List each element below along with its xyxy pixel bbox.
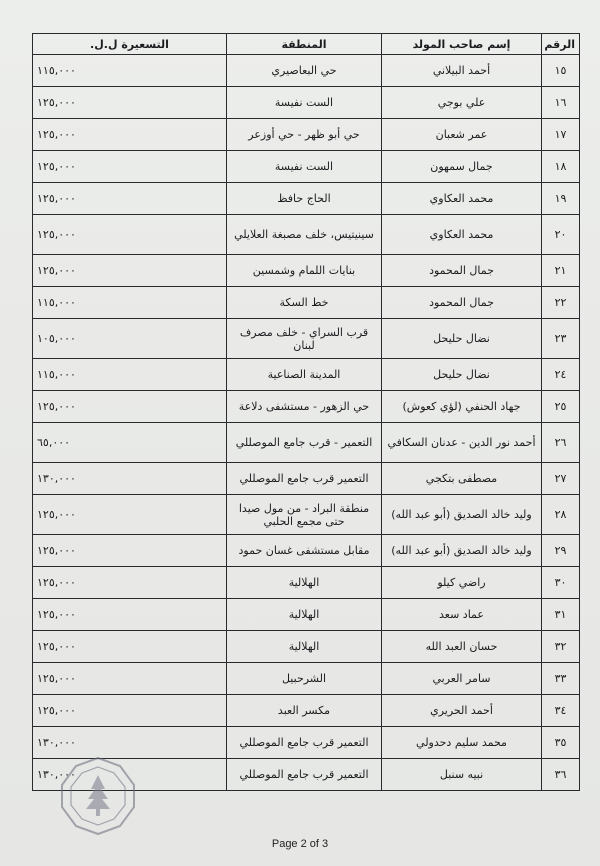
table-row bbox=[33, 599, 580, 631]
row-number: ٢١ bbox=[542, 255, 580, 287]
row-owner-name: جمال المحمود bbox=[382, 255, 542, 287]
row-number: ٢٤ bbox=[542, 359, 580, 391]
row-owner-name: حسان العبد الله bbox=[382, 631, 542, 663]
row-number: ١٦ bbox=[542, 87, 580, 119]
row-owner-name: عمر شعبان bbox=[382, 119, 542, 151]
table-row bbox=[33, 391, 580, 423]
table-row bbox=[33, 359, 580, 391]
row-price: ١٣٠,٠٠٠ bbox=[33, 463, 227, 495]
row-area: الست نفيسة bbox=[227, 151, 382, 183]
row-area: منطقة البراد - من مول صيدا حتى مجمع الحلبي bbox=[227, 495, 382, 535]
row-area: حي البعاصيري bbox=[227, 55, 382, 87]
row-owner-name: محمد العكاوي bbox=[382, 183, 542, 215]
row-area: التعمير قرب جامع الموصللي bbox=[227, 463, 382, 495]
row-price: ١٢٥,٠٠٠ bbox=[33, 119, 227, 151]
row-price: ١٢٥,٠٠٠ bbox=[33, 567, 227, 599]
row-area: قرب السراي - خلف مصرف لبنان bbox=[227, 319, 382, 359]
row-area: الست نفيسة bbox=[227, 87, 382, 119]
table-row bbox=[33, 695, 580, 727]
row-number: ٢٧ bbox=[542, 463, 580, 495]
row-area: التعمير قرب جامع الموصللي bbox=[227, 727, 382, 759]
table-row bbox=[33, 727, 580, 759]
row-number: ١٨ bbox=[542, 151, 580, 183]
table-header-row bbox=[33, 34, 580, 55]
row-owner-name: نضال حليحل bbox=[382, 359, 542, 391]
row-area: الشرحبيل bbox=[227, 663, 382, 695]
table-row bbox=[33, 119, 580, 151]
row-price: ١٢٥,٠٠٠ bbox=[33, 695, 227, 727]
row-number: ١٥ bbox=[542, 55, 580, 87]
row-price: ١٢٥,٠٠٠ bbox=[33, 255, 227, 287]
table-row bbox=[33, 255, 580, 287]
table-row bbox=[33, 183, 580, 215]
row-number: ٢٦ bbox=[542, 423, 580, 463]
row-owner-name: جمال سمهون bbox=[382, 151, 542, 183]
row-number: ٣٢ bbox=[542, 631, 580, 663]
header-number: الرقم bbox=[542, 34, 580, 55]
row-number: ٢٩ bbox=[542, 535, 580, 567]
header-owner-name: إسم صاحب المولد bbox=[382, 34, 542, 55]
row-price: ١٢٥,٠٠٠ bbox=[33, 215, 227, 255]
row-owner-name: عماد سعد bbox=[382, 599, 542, 631]
row-price: ١٢٥,٠٠٠ bbox=[33, 151, 227, 183]
row-area: المدينة الصناعية bbox=[227, 359, 382, 391]
page-footer: Page 2 of 3 bbox=[271, 838, 329, 850]
table-body bbox=[33, 55, 580, 791]
table-row bbox=[33, 535, 580, 567]
row-number: ١٧ bbox=[542, 119, 580, 151]
row-number: ٣٣ bbox=[542, 663, 580, 695]
row-area: الحاج حافظ bbox=[227, 183, 382, 215]
row-area: بنايات اللمام وشمسين bbox=[227, 255, 382, 287]
row-price: ١٢٥,٠٠٠ bbox=[33, 535, 227, 567]
row-owner-name: راضي كيلو bbox=[382, 567, 542, 599]
header-area: المنطقة bbox=[227, 34, 382, 55]
row-price: ١١٥,٠٠٠ bbox=[33, 359, 227, 391]
table-row bbox=[33, 567, 580, 599]
row-number: ٢٣ bbox=[542, 319, 580, 359]
row-price: ١٢٥,٠٠٠ bbox=[33, 599, 227, 631]
row-price: ١٢٥,٠٠٠ bbox=[33, 663, 227, 695]
row-price: ١١٥,٠٠٠ bbox=[33, 55, 227, 87]
row-area: الهلالية bbox=[227, 631, 382, 663]
row-owner-name: أحمد الحريري bbox=[382, 695, 542, 727]
row-owner-name: أحمد البيلاني bbox=[382, 55, 542, 87]
row-owner-name: جمال المحمود bbox=[382, 287, 542, 319]
table-row bbox=[33, 463, 580, 495]
row-number: ٢٨ bbox=[542, 495, 580, 535]
row-owner-name: محمد سليم دحدولي bbox=[382, 727, 542, 759]
row-owner-name: وليد خالد الصديق (أبو عبد الله) bbox=[382, 495, 542, 535]
row-owner-name: سامر العربي bbox=[382, 663, 542, 695]
row-price: ١٢٥,٠٠٠ bbox=[33, 495, 227, 535]
row-price: ١٢٥,٠٠٠ bbox=[33, 183, 227, 215]
row-owner-name: مصطفى بتكجي bbox=[382, 463, 542, 495]
header-price: التسعيرة ل.ل. bbox=[33, 34, 227, 55]
row-owner-name: وليد خالد الصديق (أبو عبد الله) bbox=[382, 535, 542, 567]
row-price: ١٠٥,٠٠٠ bbox=[33, 319, 227, 359]
row-owner-name: نضال حليحل bbox=[382, 319, 542, 359]
row-owner-name: نبيه سنبل bbox=[382, 759, 542, 791]
row-number: ٣٥ bbox=[542, 727, 580, 759]
row-area: الهلالية bbox=[227, 599, 382, 631]
row-area: التعمير - قرب جامع الموصللي bbox=[227, 423, 382, 463]
row-area: حي أبو ظهر - حي أوزعر bbox=[227, 119, 382, 151]
row-owner-name: جهاد الحنفي (لؤي كعوش) bbox=[382, 391, 542, 423]
table-row bbox=[33, 423, 580, 463]
row-area: التعمير قرب جامع الموصللي bbox=[227, 759, 382, 791]
row-area: مقابل مستشفى غسان حمود bbox=[227, 535, 382, 567]
row-price: ١٢٥,٠٠٠ bbox=[33, 391, 227, 423]
table-row bbox=[33, 87, 580, 119]
row-owner-name: علي بوجي bbox=[382, 87, 542, 119]
row-owner-name: أحمد نور الدين - عدنان السكافي bbox=[382, 423, 542, 463]
row-number: ٢٠ bbox=[542, 215, 580, 255]
row-number: ٣٠ bbox=[542, 567, 580, 599]
table-row bbox=[33, 151, 580, 183]
row-number: ٣١ bbox=[542, 599, 580, 631]
row-number: ٢٥ bbox=[542, 391, 580, 423]
table-row bbox=[33, 631, 580, 663]
row-number: ٣٦ bbox=[542, 759, 580, 791]
row-area: خط السكة bbox=[227, 287, 382, 319]
row-area: مكسر العبد bbox=[227, 695, 382, 727]
table-row bbox=[33, 495, 580, 535]
row-number: ١٩ bbox=[542, 183, 580, 215]
row-area: حي الزهور - مستشفى دلاعة bbox=[227, 391, 382, 423]
row-area: الهلالية bbox=[227, 567, 382, 599]
generator-pricing-table bbox=[32, 33, 580, 791]
table-row bbox=[33, 55, 580, 87]
row-area: سينيتيس، خلف مصبغة العلايلي bbox=[227, 215, 382, 255]
row-price: ١٢٥,٠٠٠ bbox=[33, 631, 227, 663]
table-row bbox=[33, 319, 580, 359]
row-price: ١٢٥,٠٠٠ bbox=[33, 87, 227, 119]
cedar-seal-icon bbox=[57, 755, 139, 837]
row-number: ٣٤ bbox=[542, 695, 580, 727]
row-price: ١٣٠,٠٠٠ bbox=[33, 759, 227, 791]
row-price: ١١٥,٠٠٠ bbox=[33, 287, 227, 319]
table-row bbox=[33, 215, 580, 255]
row-price: ١٣٠,٠٠٠ bbox=[33, 727, 227, 759]
row-price: ٦٥,٠٠٠ bbox=[33, 423, 227, 463]
row-number: ٢٢ bbox=[542, 287, 580, 319]
row-owner-name: محمد العكاوي bbox=[382, 215, 542, 255]
table-row bbox=[33, 663, 580, 695]
table-row bbox=[33, 287, 580, 319]
